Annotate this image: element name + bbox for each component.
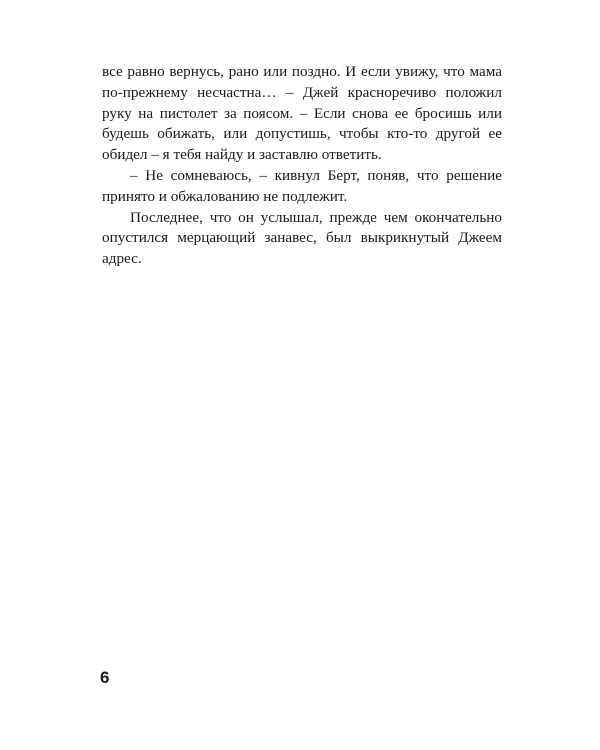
text-line: – Не сомневаюсь, – кивнул Берт, поняв, что решение	[130, 166, 502, 184]
text-line: адрес.	[102, 250, 142, 268]
body-text	[102, 62, 502, 270]
text-line: опустился мерцающий занавес, был выкрикнутый Джеем	[102, 229, 502, 247]
text-line: обидел – я тебя найду и заставлю ответить.	[102, 146, 382, 164]
text-line: Последнее, что он услышал, прежде чем окончательно	[130, 208, 502, 226]
text-line: принято и обжалованию не подлежит.	[102, 187, 348, 205]
text-line: руку на пистолет за поясом. – Если снова ее бросишь или	[102, 104, 502, 122]
text-line: по-прежнему несчастна… – Джей красноречиво положил	[102, 83, 502, 101]
page-number: 6	[100, 668, 110, 687]
text-line: все равно вернусь, рано или поздно. И если увижу, что мама	[102, 63, 502, 80]
text-line: будешь обижать, или допустишь, чтобы кто-то другой ее	[102, 125, 502, 143]
